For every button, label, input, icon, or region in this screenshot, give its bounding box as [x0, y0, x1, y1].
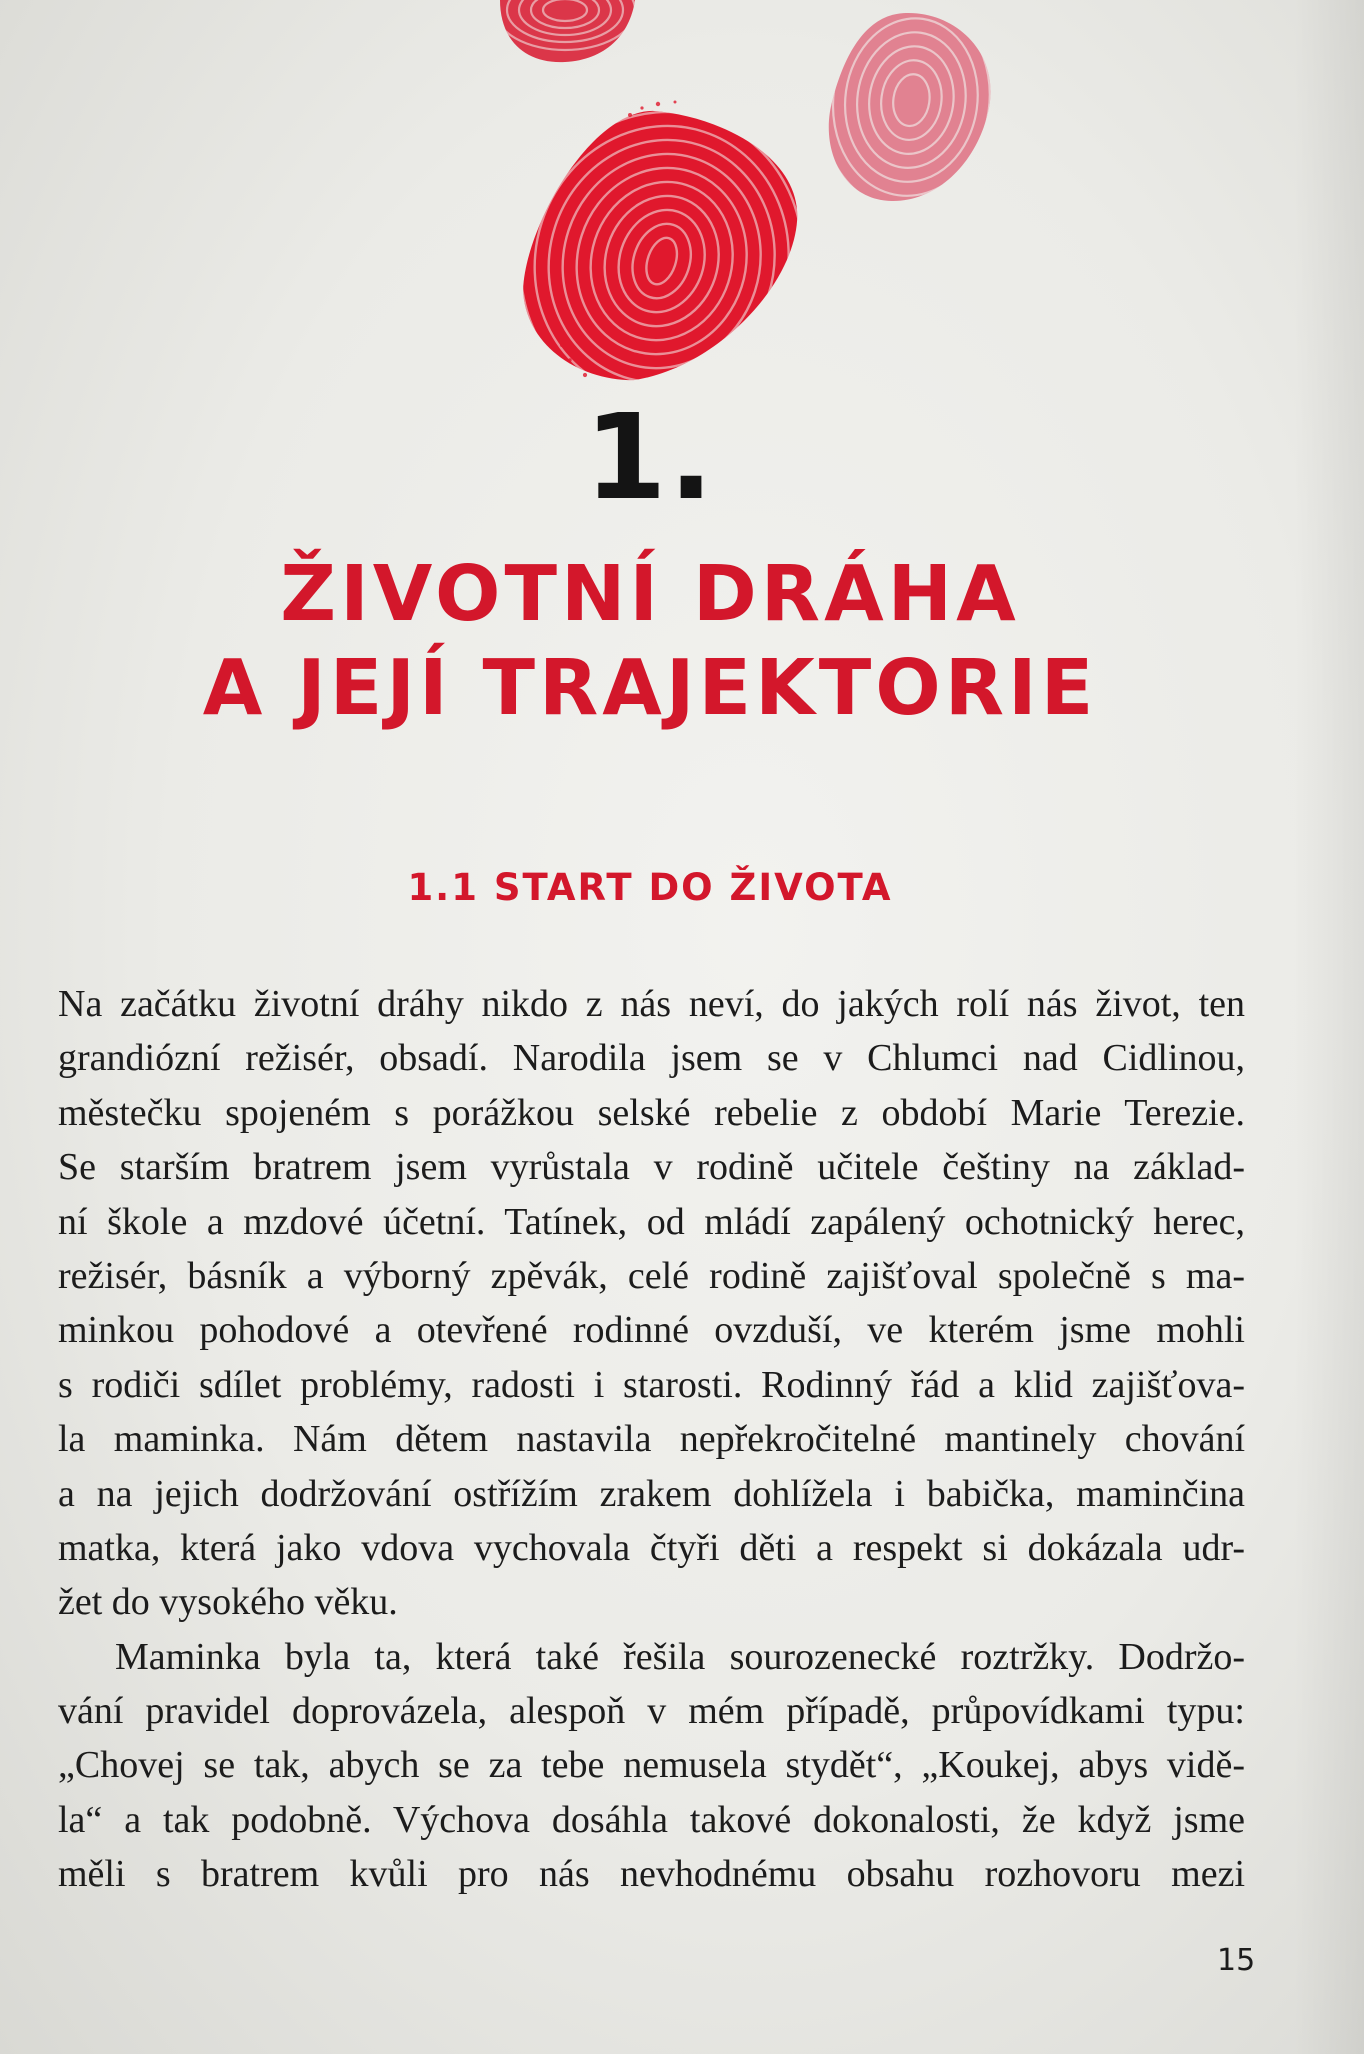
chapter-title-line: ŽIVOTNÍ DRÁHA: [280, 550, 1020, 639]
text-line: žet do vysokého věku.: [58, 1581, 398, 1624]
text-line: la maminka. Nám dětem nastavila nepřekročitelné mantinely chování: [58, 1418, 1245, 1461]
fingerprint-icon: [490, 0, 650, 70]
text-line: s rodiči sdílet problémy, radosti i starosti. Rodinný řád a klid zajišťova-: [58, 1363, 1245, 1406]
text-line: vání pravidel doprovázela, alespoň v mém případě, průpovídkami typu:: [58, 1690, 1245, 1733]
section-title: 1.1 START DO ŽIVOTA: [407, 866, 893, 909]
text-line: grandiózní režisér, obsadí. Narodila jsem se v Chlumci nad Cidlinou,: [58, 1037, 1245, 1080]
chapter-title-line: A JEJÍ TRAJEKTORIE: [202, 643, 1098, 733]
chapter-title: [0, 548, 1300, 736]
page-number: 15: [1217, 1943, 1256, 1978]
text-line: Maminka byla ta, která také řešila sourozenecké roztržky. Dodržo-: [115, 1635, 1245, 1678]
text-line: režisér, básník a výborný zpěvák, celé rodině zajišťoval společně s ma-: [58, 1254, 1245, 1297]
text-line: la“ a tak podobně. Výchova dosáhla takové dokonalosti, že když jsme: [58, 1798, 1245, 1841]
text-line: minkou pohodové a otevřené rodinné ovzduší, ve kterém jsme mohli: [58, 1309, 1245, 1352]
text-line: měli s bratrem kvůli pro nás nevhodnému obsahu rozhovoru mezi: [58, 1853, 1245, 1896]
fingerprint-icon: [796, 0, 1010, 233]
page-edge-shadow: [1294, 0, 1364, 2054]
chapter-number: 1.: [584, 388, 716, 526]
text-line: matka, která jako vdova vychovala čtyři děti a respekt si dokázala udr-: [58, 1526, 1245, 1569]
body-text: [58, 977, 1245, 1902]
text-line: Se starším bratrem jsem vyrůstala v rodině učitele češtiny na základ-: [58, 1146, 1245, 1189]
text-line: městečku spojeném s porážkou selské rebelie z období Marie Terezie.: [58, 1091, 1245, 1134]
text-line: Na začátku životní dráhy nikdo z nás neví, do jakých rolí nás život, ten: [58, 983, 1245, 1025]
fingerprint-icon: [477, 64, 849, 400]
text-line: ní škole a mzdové účetní. Tatínek, od mládí zapálený ochotnický herec,: [58, 1200, 1245, 1243]
fingerprint-decoration: [470, 0, 1010, 400]
text-line: a na jejich dodržování ostřížím zrakem dohlížela i babička, maminčina: [58, 1472, 1245, 1515]
text-line: „Chovej se tak, abych se za tebe nemusela stydět“, „Koukej, abys vidě-: [58, 1744, 1245, 1787]
